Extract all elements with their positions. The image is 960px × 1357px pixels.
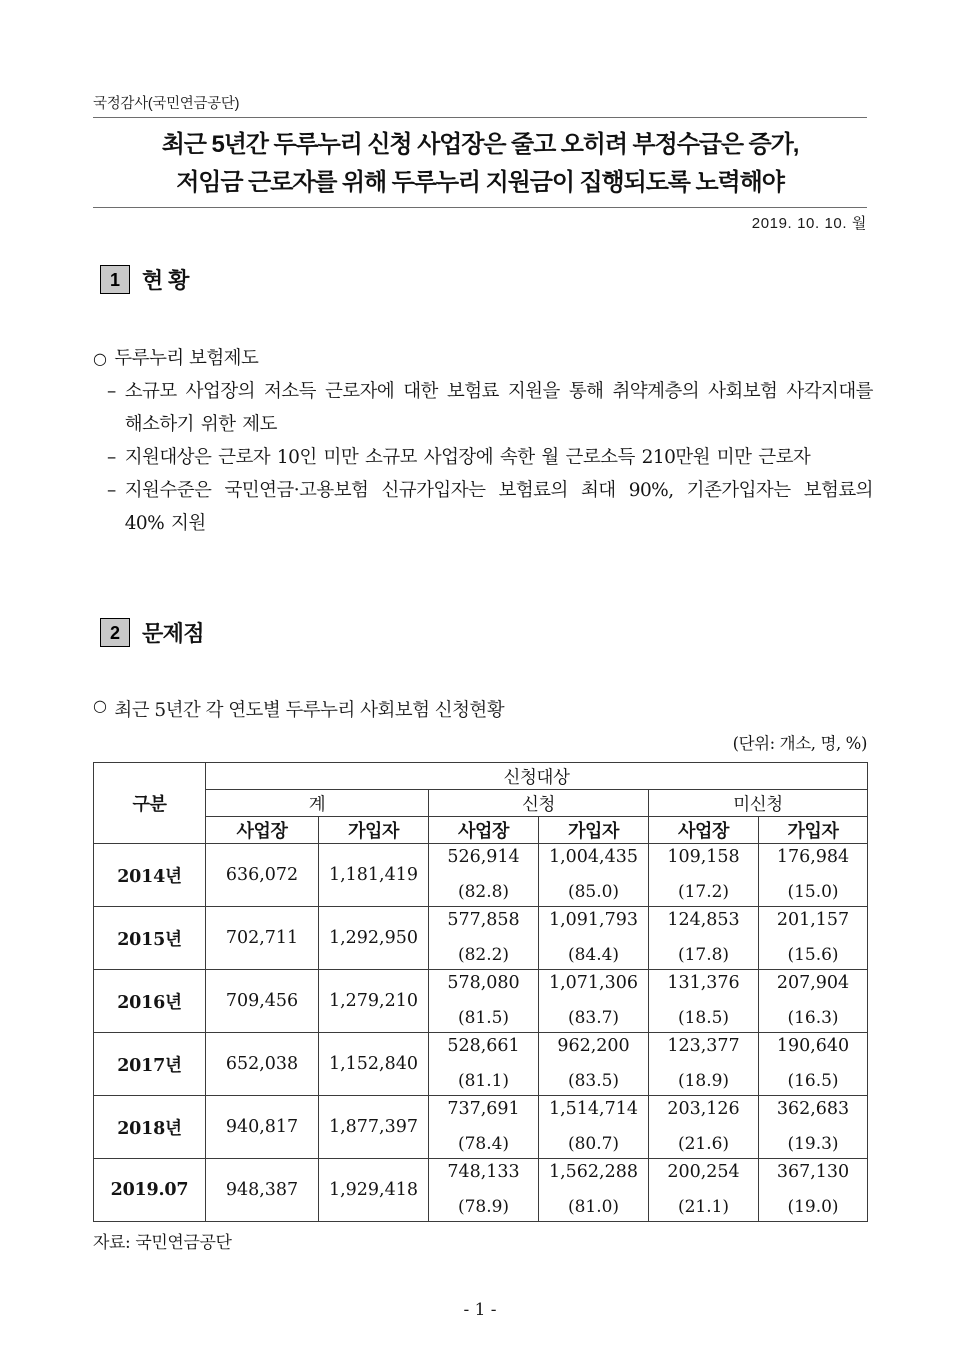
table-unit-note: (단위: 개소, 명, %) (732, 734, 867, 753)
cell-value: 577,858 (447, 910, 520, 930)
title-line-2: 저임금 근로자를 위해 두루누리 지원금이 집행되도록 노력해야 (176, 169, 784, 196)
cell-applied-subscriber (539, 907, 649, 970)
cell-total-subscriber: 1,279,210 (319, 970, 429, 1033)
cell-value: 1,091,793 (548, 910, 639, 930)
table-header (94, 763, 868, 844)
cell-percent: (78.9) (457, 1197, 510, 1217)
section-title-2: 문제점 (142, 621, 204, 646)
cell-percent: (17.8) (677, 945, 730, 965)
cell-total-workplace: 702,711 (206, 907, 319, 970)
cell-value: 124,853 (667, 910, 740, 930)
table-header-cell-sub-workplace: 사업장 (649, 817, 759, 844)
circle-bullet-icon: ○ (93, 349, 107, 368)
cell-percent: (15.6) (787, 945, 839, 965)
cell-total-workplace: 709,456 (206, 970, 319, 1033)
cell-notapplied-workplace (649, 970, 759, 1033)
table-header-cell-sub-subscriber: 가입자 (759, 817, 868, 844)
cell-percent: (82.8) (457, 882, 510, 902)
section-1-body (93, 342, 873, 540)
list-item (107, 441, 873, 474)
cell-applied-subscriber (539, 844, 649, 907)
table-header-cell-sub-subscriber: 가입자 (539, 817, 649, 844)
title-line-1: 최근 5년간 두루누리 신청 사업장은 줄고 오히려 부정수급은 증가, (161, 131, 799, 158)
cell-value: 1,071,306 (548, 973, 639, 993)
cell-notapplied-workplace (649, 1096, 759, 1159)
cell-value: 1,004,435 (548, 847, 639, 867)
cell-notapplied-workplace (649, 907, 759, 970)
cell-percent: (16.3) (787, 1008, 839, 1028)
document-date: 2019. 10. 10. 월 (751, 215, 867, 232)
cell-year: 2018년 (94, 1096, 206, 1159)
table-body (94, 844, 868, 1222)
table-row (94, 1096, 868, 1159)
list-item (93, 342, 873, 375)
cell-total-workplace: 652,038 (206, 1033, 319, 1096)
cell-applied-workplace (429, 844, 539, 907)
table-header-cell-group-total: 계 (206, 790, 429, 817)
cell-applied-workplace (429, 1096, 539, 1159)
cell-percent: (85.0) (567, 882, 620, 902)
cell-value: 131,376 (667, 973, 740, 993)
cell-percent: (16.5) (787, 1071, 839, 1091)
cell-percent: (21.1) (677, 1197, 730, 1217)
cell-value: 578,080 (447, 973, 520, 993)
cell-total-workplace: 636,072 (206, 844, 319, 907)
cell-percent: (81.0) (567, 1197, 620, 1217)
application-status-table (93, 762, 868, 1222)
table-caption-label: 최근 5년간 각 연도별 두루누리 사회보험 신청현황 (114, 700, 505, 721)
cell-total-subscriber: 1,152,840 (319, 1033, 429, 1096)
dash-bullet-icon: – (107, 447, 116, 468)
cell-applied-subscriber (539, 1159, 649, 1222)
cell-value: 737,691 (447, 1099, 520, 1119)
cell-notapplied-workplace (649, 1159, 759, 1222)
section-heading-2 (100, 617, 204, 648)
header-divider-bottom (93, 207, 867, 208)
cell-notapplied-workplace (649, 844, 759, 907)
cell-total-subscriber: 1,181,419 (319, 844, 429, 907)
cell-percent: (18.9) (677, 1071, 730, 1091)
cell-notapplied-workplace (649, 1033, 759, 1096)
list-item (107, 375, 873, 441)
table-header-cell-group-top: 신청대상 (206, 763, 868, 790)
cell-percent: (84.4) (567, 945, 620, 965)
list-item (107, 474, 873, 540)
header-divider-top (93, 117, 867, 118)
cell-year: 2014년 (94, 844, 206, 907)
cell-applied-workplace (429, 1159, 539, 1222)
cell-total-subscriber: 1,292,950 (319, 907, 429, 970)
cell-total-subscriber: 1,877,397 (319, 1096, 429, 1159)
dash-bullet-icon: – (107, 480, 116, 501)
cell-value: 748,133 (447, 1162, 520, 1182)
cell-percent: (82.2) (457, 945, 510, 965)
table-caption (93, 696, 873, 722)
cell-total-workplace: 948,387 (206, 1159, 319, 1222)
cell-applied-workplace (429, 907, 539, 970)
cell-applied-workplace (429, 1033, 539, 1096)
cell-year: 2017년 (94, 1033, 206, 1096)
cell-percent: (17.2) (677, 882, 730, 902)
cell-percent: (78.4) (457, 1134, 510, 1154)
table-row (94, 970, 868, 1033)
cell-value: 207,904 (776, 973, 850, 993)
cell-value: 201,157 (776, 910, 850, 930)
cell-percent: (81.1) (457, 1071, 510, 1091)
cell-value: 367,130 (776, 1162, 850, 1182)
section-number-badge-2: 2 (100, 618, 130, 647)
table-header-cell-group-applied: 신청 (429, 790, 649, 817)
cell-applied-subscriber (539, 1033, 649, 1096)
table-header-cell-sub-subscriber: 가입자 (319, 817, 429, 844)
cell-percent: (80.7) (567, 1134, 620, 1154)
cell-value: 362,683 (776, 1099, 850, 1119)
circle-bullet-icon: ○ (93, 696, 107, 715)
section-number-badge-1: 1 (100, 265, 130, 294)
cell-notapplied-subscriber (759, 1033, 868, 1096)
cell-value: 203,126 (667, 1099, 740, 1119)
section-heading-1 (100, 264, 189, 295)
cell-percent: (83.7) (567, 1008, 620, 1028)
cell-value: 123,377 (667, 1036, 740, 1056)
cell-value: 190,640 (776, 1036, 850, 1056)
cell-value: 528,661 (447, 1036, 520, 1056)
table-header-row-1 (94, 763, 868, 790)
cell-percent: (83.5) (567, 1071, 620, 1091)
cell-value: 109,158 (667, 847, 740, 867)
table-header-cell-group-notapplied: 미신청 (649, 790, 868, 817)
cell-value: 1,562,288 (548, 1162, 639, 1182)
list-item-label: 지원대상은 근로자 10인 미만 소규모 사업장에 속한 월 근로소득 210만원 미만 근로자 (124, 447, 811, 468)
table-row (94, 907, 868, 970)
table-row (94, 844, 868, 907)
table-header-row-3 (94, 817, 868, 844)
source-note: 자료: 국민연금공단 (93, 1233, 232, 1253)
cell-notapplied-subscriber (759, 1159, 868, 1222)
document-title (93, 126, 867, 202)
dash-bullet-icon: – (107, 381, 116, 402)
cell-value: 176,984 (776, 847, 850, 867)
list-item-label: 지원수준은 국민연금·고용보험 신규가입자는 보험료의 최대 90%, 기존가입자는 보험료의 40% 지원 (124, 480, 873, 534)
cell-notapplied-subscriber (759, 970, 868, 1033)
running-head: 국정감사(국민연금공단) (93, 96, 240, 112)
table-header-cell-gubun: 구분 (94, 763, 206, 844)
cell-total-workplace: 940,817 (206, 1096, 319, 1159)
cell-applied-subscriber (539, 1096, 649, 1159)
table-row (94, 1159, 868, 1222)
list-item-label: 두루누리 보험제도 (114, 348, 259, 369)
cell-value: 200,254 (667, 1162, 740, 1182)
cell-year: 2019.07 (94, 1159, 206, 1222)
cell-value: 1,514,714 (548, 1099, 639, 1119)
table-header-row-2 (94, 790, 868, 817)
cell-notapplied-subscriber (759, 844, 868, 907)
table-row (94, 1033, 868, 1096)
cell-applied-workplace (429, 970, 539, 1033)
list-item-label: 소규모 사업장의 저소득 근로자에 대한 보험료 지원을 통해 취약계층의 사회보험 사각지대를 해소하기 위한 제도 (124, 381, 873, 435)
cell-year: 2016년 (94, 970, 206, 1033)
cell-percent: (19.0) (787, 1197, 839, 1217)
cell-percent: (19.3) (787, 1134, 839, 1154)
page-number: - 1 - (463, 1300, 497, 1320)
cell-value: 962,200 (557, 1036, 630, 1056)
cell-notapplied-subscriber (759, 1096, 868, 1159)
cell-value: 526,914 (447, 847, 520, 867)
cell-notapplied-subscriber (759, 907, 868, 970)
cell-percent: (15.0) (787, 882, 839, 902)
cell-applied-subscriber (539, 970, 649, 1033)
cell-year: 2015년 (94, 907, 206, 970)
cell-percent: (18.5) (677, 1008, 730, 1028)
section-title-1: 현 황 (142, 268, 189, 293)
table-header-cell-sub-workplace: 사업장 (429, 817, 539, 844)
cell-percent: (81.5) (457, 1008, 510, 1028)
table-header-cell-sub-workplace: 사업장 (206, 817, 319, 844)
cell-total-subscriber: 1,929,418 (319, 1159, 429, 1222)
cell-percent: (21.6) (677, 1134, 730, 1154)
